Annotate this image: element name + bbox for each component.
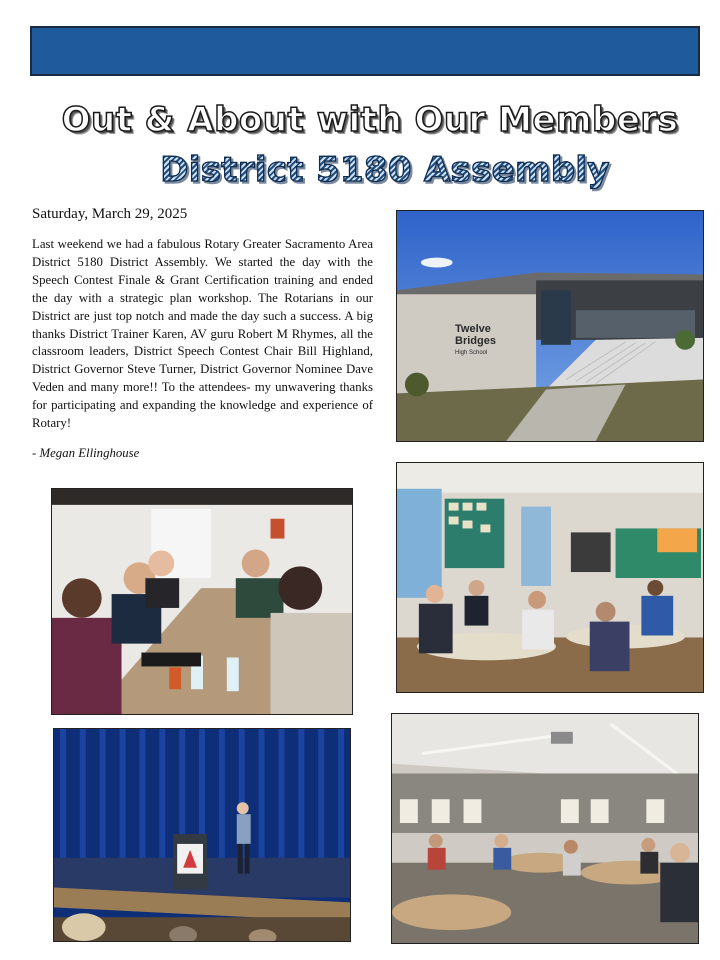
assembly-room-photo	[391, 713, 699, 944]
classroom-attendees-photo	[396, 462, 704, 693]
speaker-stage-photo	[53, 728, 351, 942]
page-subtitle: District 5180 Assembly	[0, 150, 720, 190]
article-author: - Megan Ellinghouse	[32, 446, 140, 460]
page-title: Out & About with Our Members	[61, 100, 679, 140]
group-selfie-photo	[51, 488, 353, 715]
article-date: Saturday, March 29, 2025	[32, 206, 188, 222]
header-banner	[30, 26, 700, 76]
school-building-photo	[396, 210, 704, 442]
article-body: Last weekend we had a fabulous Rotary Greater Sacramento Area District 5180 District Assembly. We started the day with the Speech Contest Finale & Grant Certification training and ended the day with a strategic plan workshop. The Rotarians in our District are just top notch and made the day such a success. A big thanks District Trainer Karen, AV guru Robert M Rhymes, all the classroom leaders, District Speech Contest Chair Bill Highland, District Governor Steve Turner, District Governor Nominee Dave Veden and many more!! To the attendees- my unwavering thanks for participating and expanding the knowledge and experience of Rotary!	[32, 237, 373, 431]
school-sign: Twelve Bridges High School	[455, 323, 496, 356]
